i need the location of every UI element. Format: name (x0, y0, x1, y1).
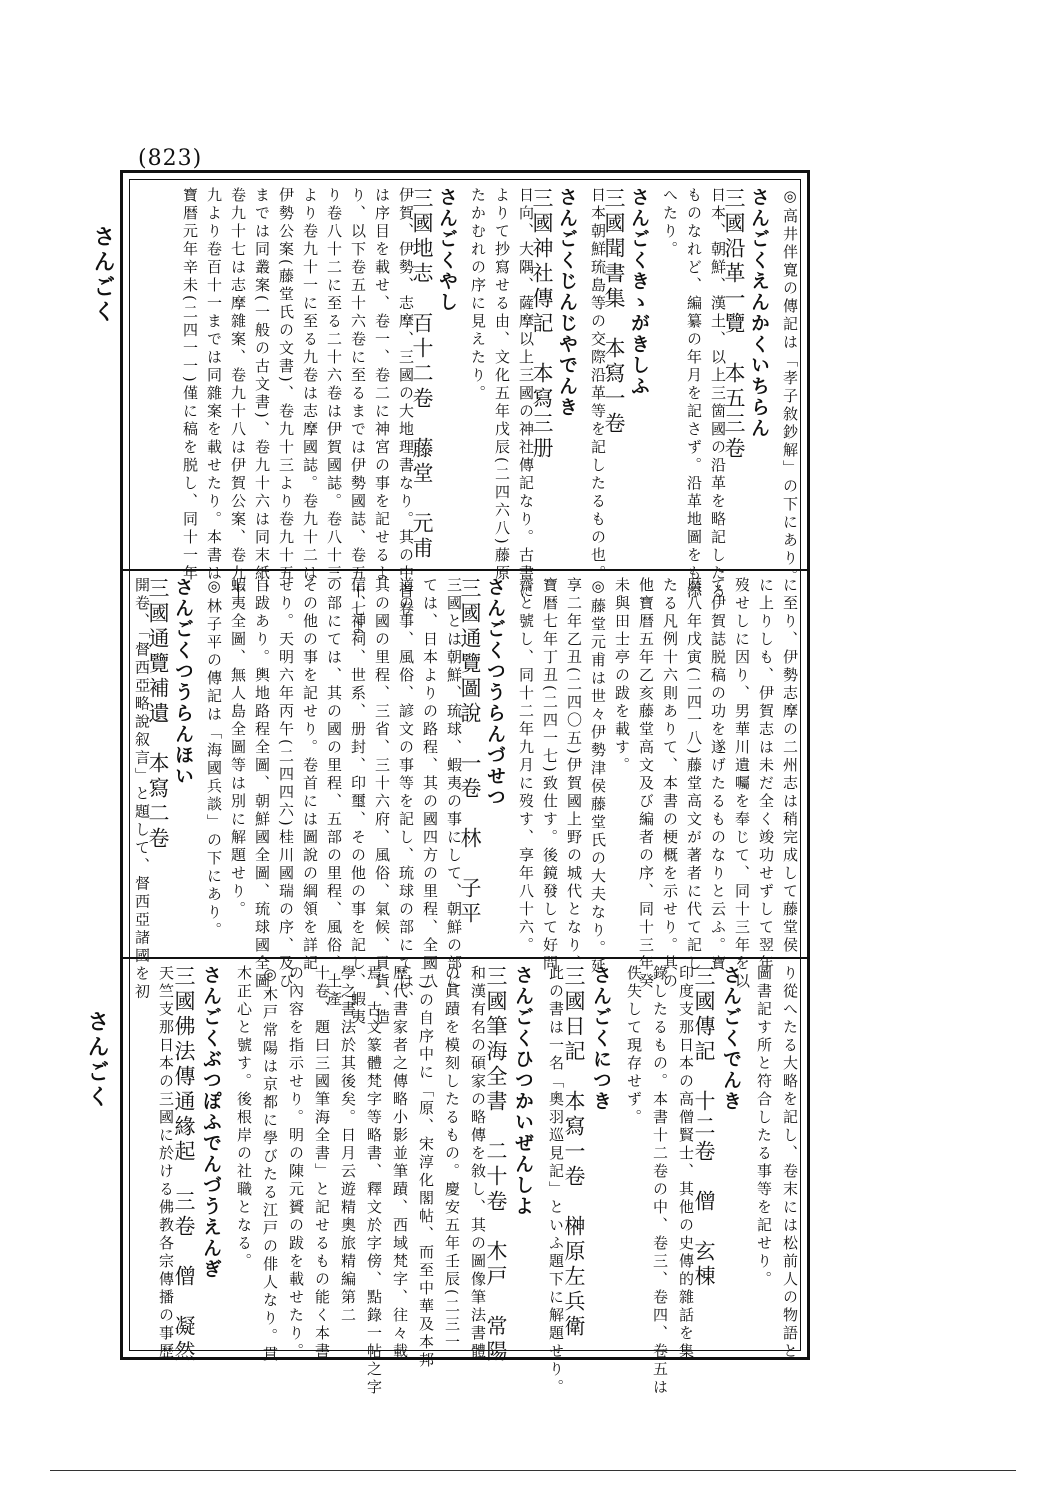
entry-title: 三國佛法傳通緣起 三卷 僧 凝然 (172, 965, 196, 1365)
entry-title: 三國地志 百十二卷 藤堂 元甫 (410, 187, 434, 562)
text-column: 十卷、題曰三國筆海全書」と記せるもの能く本書 (313, 965, 331, 1361)
entry-reading: さんごくつうらんほい (172, 577, 194, 787)
band-divider-bottom (123, 957, 807, 959)
entry-title: 三國神社傳記 本寫三册 (530, 187, 554, 462)
entry-title: 三國筆海全書 二十卷 木戸 常陽 (484, 965, 508, 1365)
text-column: せり。天明六年丙午(二四四六)桂川國瑞の序、及び (277, 577, 295, 991)
text-column: 開卷、「督西亞略說叙言」と題して、督西亞諸國を初 (133, 577, 151, 1002)
text-column: ◎木戸常陽は京都に學びたる江戸の俳人なり。貫 (261, 965, 279, 1364)
bottom-band (129, 965, 801, 1397)
text-column: に上りしも、伊賀志は未だ全く竣功せずして翌年 (757, 577, 775, 973)
text-column: 此の書は一名「奧羽巡見記」といふ題下に解題せり。 (547, 965, 565, 1397)
text-column: よりて抄寫せる由、文化五年戊辰(二四六八)藤原 (493, 187, 511, 583)
entry-title: 三國傳記 十二卷 僧 玄棟 (692, 965, 716, 1290)
text-column: 日向、大隅、薩摩以上三國の神社傳記なり。古書に (517, 187, 535, 601)
running-head-top: さんごく (90, 225, 116, 325)
text-column: ◎林子平の傳記は「海國兵談」の下にあり。 (205, 577, 223, 940)
entry-reading: さんごくひつかいぜんしよ (512, 965, 534, 1217)
text-column: 佚失して現存せず。 (625, 965, 643, 1127)
text-column: 學之書法於其後矣。日月云遊精奧旅精編第二 (339, 965, 357, 1325)
text-column: 木正心と號す。後根岸の社職となる。 (235, 965, 253, 1271)
text-column: 焉。古文篆體梵字等略書、釋文於字傍、點錄一帖之字 (365, 965, 383, 1397)
text-column: 歿せしに因り、男華川遺囑を奉じて、同十三年を以 (733, 577, 751, 991)
entry-reading: さんごくにつき (590, 965, 612, 1112)
text-column: より卷九十一に至る九卷は志摩國誌。卷九十二は (301, 187, 319, 583)
text-column: り卷八十二に至る二十六卷は伊賀國誌。卷八十三 (325, 187, 343, 583)
text-column: 伊賀、伊勢、志摩、三國の大地理書なり。其の中首卷 (397, 187, 415, 619)
top-band (129, 187, 801, 637)
text-column: 道の事、風俗、諺文の事等を記し、琉球の部にては、 (397, 577, 415, 1009)
text-column: 暦八年戊寅(二四一八)藤堂高文が著者に代て記し (685, 577, 703, 973)
entry-title: 三國通覽圖說 一卷 林 子平 (458, 577, 482, 927)
text-column: は序目を載せ、卷一、卷二に神宮の事を記せるよ (373, 187, 391, 583)
text-column: 錄したるもの。本書十二卷の中、卷三、卷四、卷五は (651, 965, 669, 1397)
entry-reading: さんごくでんき (720, 965, 742, 1112)
text-column: ては、日本よりの路程、其の國四方の里程、全國八 (421, 577, 439, 991)
text-column: 伊勢公案(藤堂氏の文書)、卷九十三より卷九十五 (277, 187, 295, 583)
text-column: 其の國の里程、三省、三十六府、風俗、氣候、貢貨、造 (373, 577, 391, 1027)
text-column: たる凡例十六則ありて、本書の梗概を示せり。其の (661, 577, 679, 991)
entry-reading: さんごくぶつぽふでんづうえんぎ (200, 965, 222, 1280)
text-column: ◎藤堂元甫は世々伊勢津侯藤堂氏の大夫なり。延 (589, 577, 607, 976)
text-column: に至り、伊勢志摩の二州志は稍完成して藤堂侯 (781, 577, 799, 955)
text-column: 寶暦七年丁丑(二四一七)致仕す。後鏡發して好問 (541, 577, 559, 973)
entry-title: 三國聞書集 本寫一卷 (602, 187, 626, 437)
middle-band (129, 577, 801, 1027)
text-column: り從へたる大略を記し、卷末には松前人の物語と (781, 965, 799, 1361)
text-column: 寶暦元年辛未(二四一一)僅に稿を脱し、同十一年 (181, 187, 199, 583)
entry-reading: さんごくえんかくいちらん (748, 187, 770, 439)
text-column: 歷代書家者之傳略小影並筆蹟、西域梵字、往々載 (391, 965, 409, 1361)
page-number: (823) (138, 146, 203, 171)
text-column: 圖書記す所と符合したる事等を記せり。 (755, 965, 773, 1289)
footer-rule (50, 1470, 1016, 1471)
entry-title: 三國日記 本寫一卷 榊原左兵衛 (562, 965, 586, 1340)
text-column: までは同叢案(一般の古文書)、卷九十六は同末紙、 (253, 187, 271, 601)
entry-reading: さんごくじんじやでんき (556, 187, 578, 418)
text-column: 日本朝鮮琉島等の交際沿革等を記したるもの也。 (589, 187, 607, 583)
text-column: 印度支那日本の高僧賢士、其他の史傳的雜話を集 (677, 965, 695, 1361)
entry-reading: さんごくやし (436, 187, 458, 313)
entry-title: 三國通覽補遺 本寫二卷 (146, 577, 170, 852)
text-column: の眞蹟を模刻したるもの。慶安五年壬辰(二三一 (443, 965, 461, 1352)
text-column: 自跋あり。輿地路程全圖、朝鮮國全圖、琉球國全圖、 (253, 577, 271, 1009)
text-column: 信、神祠、世系、册封、印璽、その他の事を記し、蝦夷 (349, 577, 367, 1027)
text-column: の部にては、其の國の里程、五部の里程、風俗、土產 (325, 577, 343, 1009)
text-column: 未與田士亭の跋を載す。 (613, 577, 631, 775)
text-column: 齋と號し、同十二年九月に歿す、享年八十六。 (517, 577, 535, 955)
text-column: り、以下卷五十六卷に至るまでは伊勢國誌、卷五十七よ (349, 187, 367, 637)
text-column: 天竺支那日本の三國に於ける佛教各宗傳播の事歷 (157, 965, 175, 1361)
running-head-bottom: さんごく (84, 1010, 110, 1110)
band-divider-top (123, 569, 807, 571)
text-column: 日本、朝鮮、漢土、以上三箇國の沿革を略記したる (709, 187, 727, 601)
page-frame (120, 170, 810, 1397)
text-column: 二)の自序中に「原、宋淳化閣帖、而至中華及本邦 (417, 965, 435, 1370)
text-column: 三國とは朝鮮、琉球、蝦夷の事にして、朝鮮の部に (445, 577, 463, 991)
text-column: て伊賀誌脱稿の功を遂げたるものなりと云ふ。寶 (709, 577, 727, 973)
entry-reading: さんごくつうらんづせつ (484, 577, 506, 808)
text-column: ◎高井伴寛の傳記は「孝子敘鈔解」の下にあり。 (781, 187, 799, 586)
text-column: 卷九十七は志摩雜案、卷九十八は伊賀公案、卷九十 (229, 187, 247, 601)
entry-title: 三國沿革一覽 本五三卷 (722, 187, 746, 462)
text-column: 九より卷百十一までは同雜案を載せたり。本書は (205, 187, 223, 583)
text-column: 蝦夷全圖、無人島全圖等は別に解題せり。 (229, 577, 247, 919)
text-column: たかむれの序に見えたり。 (469, 187, 487, 403)
entry-reading: さんごくきゝがきしふ (628, 187, 650, 397)
text-column: の內容を指示せり。明の陳元贇の跋を載せたり。 (287, 965, 305, 1361)
text-column: へたり。 (661, 187, 679, 259)
text-column: 享二年乙丑(二四〇五)伊賀國上野の城代となり、 (565, 577, 583, 973)
text-column: 他寶暦五年乙亥藤堂高文及び編者の序、同十三年癸 (637, 577, 655, 991)
text-column: 和漢有名の碩家の略傳を敘し、其の圖像筆法書體 (469, 965, 487, 1361)
text-column: その他の事を記せり。卷首には圖說の綱領を詳記 (301, 577, 319, 973)
text-column: ものなれど、編纂の年月を記さず。沿革地圖をも添 (685, 187, 703, 601)
